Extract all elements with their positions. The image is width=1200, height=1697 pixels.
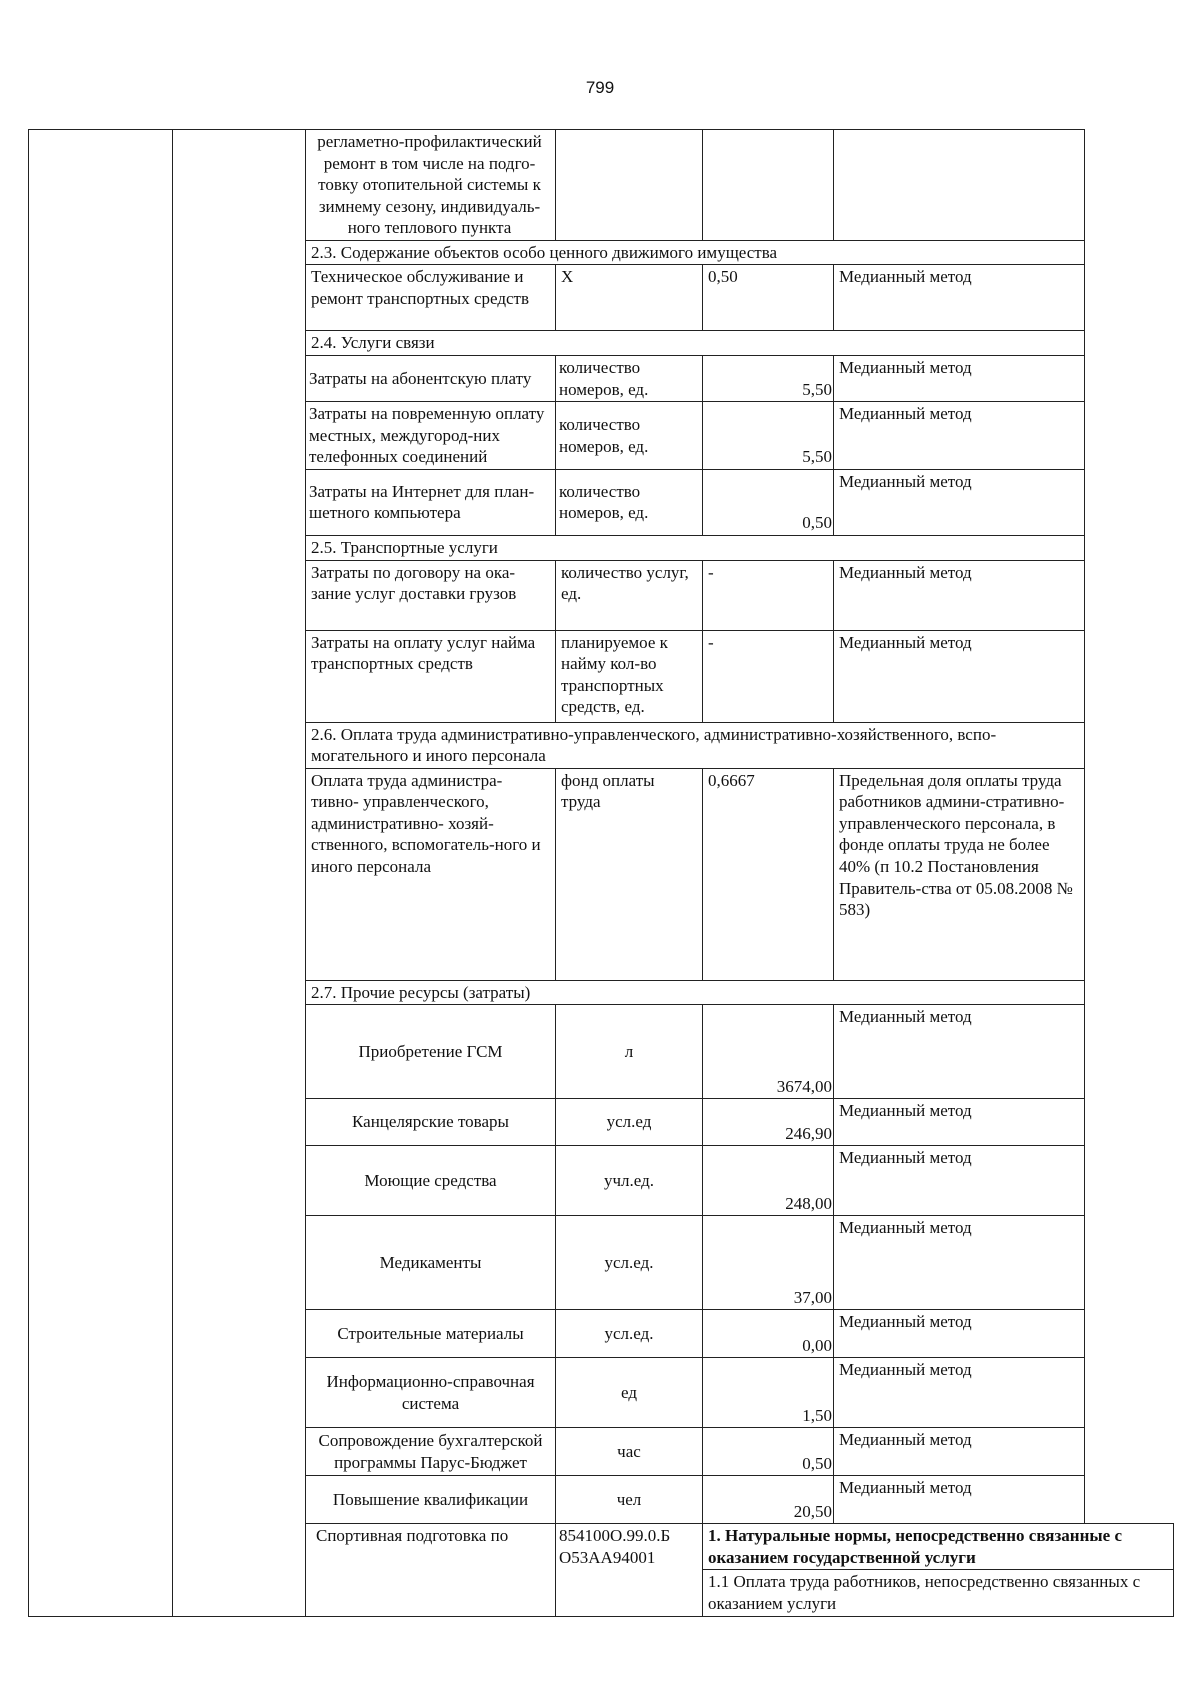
- unit-cell: количество номеров, ед.: [556, 356, 703, 402]
- section-heading: 1. Натуральные нормы, непосредственно связанные с оказанием государственной услуги: [703, 1524, 1174, 1570]
- norms-table: [28, 129, 1174, 1617]
- unit-cell: л: [556, 1005, 703, 1099]
- unit-cell: количество услуг, ед.: [556, 560, 703, 630]
- cost-name-cell: Техническое обслуживание и ремонт транспортных средств: [306, 265, 556, 331]
- value-cell: 0,50: [703, 469, 834, 535]
- unit-cell: [556, 130, 703, 241]
- method-cell: Медианный метод: [834, 1216, 1085, 1310]
- cost-name-cell: Приобретение ГСМ: [306, 1005, 556, 1099]
- cost-name-cell: Информационно-справочная система: [306, 1358, 556, 1428]
- unit-cell: количество номеров, ед.: [556, 469, 703, 535]
- unit-cell: учл.ед.: [556, 1146, 703, 1216]
- method-cell: [834, 130, 1085, 241]
- cost-name-cell: Сопровождение бухгалтерской программы Парус-Бюджет: [306, 1428, 556, 1476]
- section-heading: 1.1 Оплата труда работников, непосредственно связанных с оказанием услуги: [703, 1570, 1174, 1616]
- method-cell: Медианный метод: [834, 1310, 1085, 1358]
- cost-name-cell: Повышение квалификации: [306, 1476, 556, 1524]
- section-heading: 2.4. Услуги связи: [306, 331, 1085, 356]
- value-cell: 1,50: [703, 1358, 834, 1428]
- service-code-cell-continued: [173, 130, 306, 1617]
- method-cell: Медианный метод: [834, 560, 1085, 630]
- unit-cell: час: [556, 1428, 703, 1476]
- cost-name-cell: Канцелярские товары: [306, 1099, 556, 1146]
- section-heading: 2.7. Прочие ресурсы (затраты): [306, 980, 1085, 1005]
- method-cell: Медианный метод: [834, 402, 1085, 470]
- value-cell: 0,00: [703, 1310, 834, 1358]
- value-cell: 5,50: [703, 356, 834, 402]
- value-cell: 246,90: [703, 1099, 834, 1146]
- cost-name-cell: регламетно-профилактический ремонт в том числе на подго-товку отопительной системы к зимнему сезону, индивидуаль-ного теплового пункта: [306, 130, 556, 241]
- method-cell: Медианный метод: [834, 1005, 1085, 1099]
- method-cell: Медианный метод: [834, 356, 1085, 402]
- value-cell: 0,50: [703, 265, 834, 331]
- page-number: 799: [585, 78, 615, 97]
- unit-cell: усл.ед.: [556, 1310, 703, 1358]
- section-heading: 2.3. Содержание объектов особо ценного движимого имущества: [306, 240, 1085, 265]
- method-cell: Медианный метод: [834, 1476, 1085, 1524]
- unit-cell: количество номеров, ед.: [556, 402, 703, 470]
- value-cell: -: [703, 560, 834, 630]
- value-cell: 0,6667: [703, 768, 834, 980]
- method-cell: Предельная доля оплаты труда работников админи-стративно- управленческого персонала, в фонде оплаты труда не более 40% (п 10.2 Постановления Правитель-ства от 05.08.2008 № 583): [834, 768, 1085, 980]
- cost-name-cell: Строительные материалы: [306, 1310, 556, 1358]
- method-cell: Медианный метод: [834, 469, 1085, 535]
- unit-cell: усл.ед: [556, 1099, 703, 1146]
- service-name-cell-continued: [29, 130, 173, 1617]
- cost-name-cell: Моющие средства: [306, 1146, 556, 1216]
- unit-cell: фонд оплаты труда: [556, 768, 703, 980]
- section-heading: 2.6. Оплата труда административно-управленческого, административно-хозяйственного, вспо-могательного и иного персонала: [306, 722, 1085, 768]
- unit-cell: усл.ед.: [556, 1216, 703, 1310]
- cost-name-cell: Затраты по договору на ока-зание услуг доставки грузов: [306, 560, 556, 630]
- cost-name-cell: Затраты на оплату услуг найма транспортных средств: [306, 630, 556, 722]
- value-cell: [703, 130, 834, 241]
- value-cell: 3674,00: [703, 1005, 834, 1099]
- method-cell: Медианный метод: [834, 1099, 1085, 1146]
- section-heading: 2.5. Транспортные услуги: [306, 535, 1085, 560]
- service-name-cell: Спортивная подготовка по: [306, 1524, 556, 1616]
- cost-name-cell: Затраты на абонентскую плату: [306, 356, 556, 402]
- service-code-cell: 854100О.99.0.Б О53АА94001: [556, 1524, 703, 1616]
- method-cell: Медианный метод: [834, 1146, 1085, 1216]
- unit-cell: Х: [556, 265, 703, 331]
- value-cell: 20,50: [703, 1476, 834, 1524]
- method-cell: Медианный метод: [834, 1428, 1085, 1476]
- cost-name-cell: Оплата труда администра-тивно- управленческого, административно- хозяй-ственного, вспомогатель-ного и иного персонала: [306, 768, 556, 980]
- method-cell: Медианный метод: [834, 265, 1085, 331]
- value-cell: -: [703, 630, 834, 722]
- unit-cell: чел: [556, 1476, 703, 1524]
- value-cell: 0,50: [703, 1428, 834, 1476]
- unit-cell: планируемое к найму кол-во транспортных средств, ед.: [556, 630, 703, 722]
- unit-cell: ед: [556, 1358, 703, 1428]
- cost-name-cell: Медикаменты: [306, 1216, 556, 1310]
- method-cell: Медианный метод: [834, 630, 1085, 722]
- table-row: [29, 130, 1174, 241]
- value-cell: 5,50: [703, 402, 834, 470]
- value-cell: 37,00: [703, 1216, 834, 1310]
- method-cell: Медианный метод: [834, 1358, 1085, 1428]
- cost-name-cell: Затраты на повременную оплату местных, междугород-них телефонных соединений: [306, 402, 556, 470]
- value-cell: 248,00: [703, 1146, 834, 1216]
- cost-name-cell: Затраты на Интернет для план-шетного компьютера: [306, 469, 556, 535]
